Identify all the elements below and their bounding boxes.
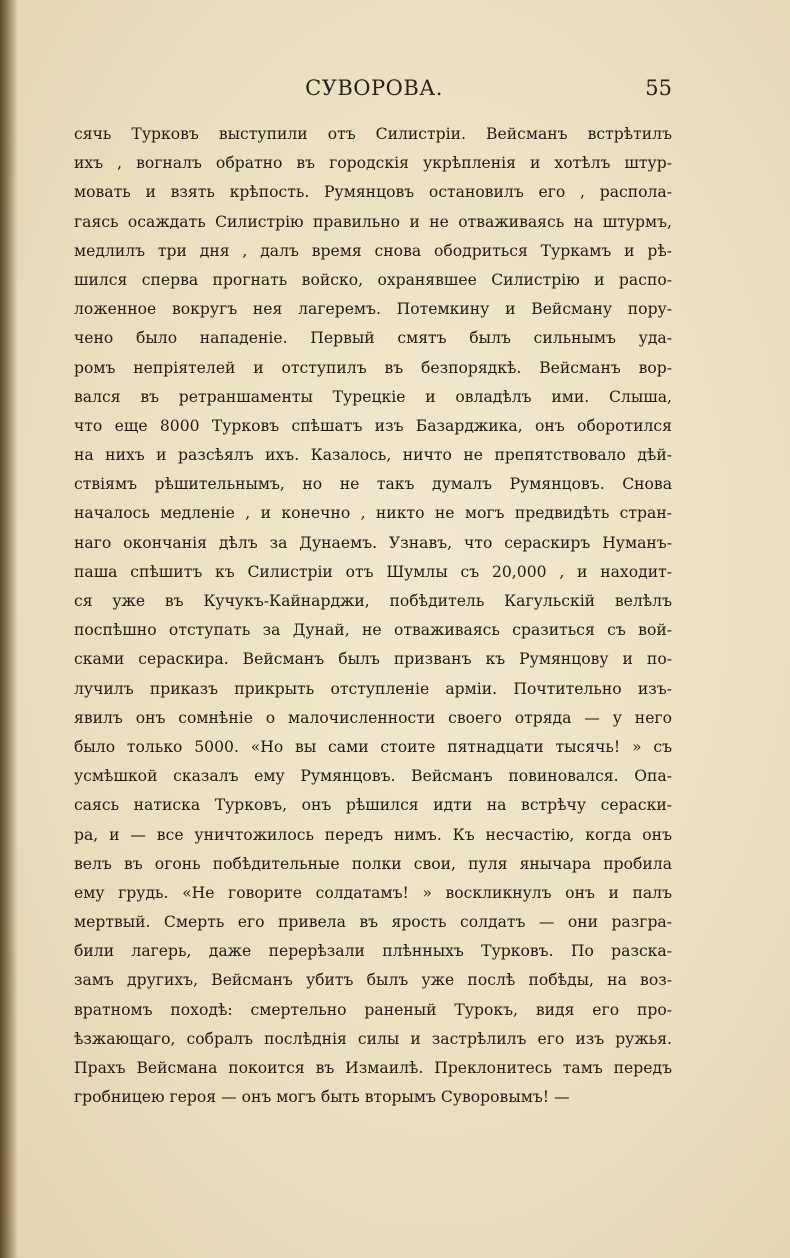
text-line: наго окончанія дѣлъ за Дунаемъ. Узнавъ, что сераскиръ Нуманъ-: [74, 533, 672, 552]
text-line: на нихъ и разсѣялъ ихъ. Казалось, ничто не препятствовало дѣй-: [74, 446, 672, 465]
running-title: СУВОРОВА.: [305, 76, 443, 100]
text-line: ему грудь. «Не говорите солдатамъ! » воскликнулъ онъ и палъ: [74, 883, 672, 902]
text-line: вратномъ походѣ: смертельно раненый Турокъ, видя его про-: [74, 1000, 672, 1019]
page-header: [76, 76, 672, 108]
text-line: сячь Турковъ выступили отъ Силистріи. Вейсманъ встрѣтилъ: [74, 125, 672, 143]
text-line: паша спѣшитъ къ Силистріи отъ Шумлы съ 20,000 , и находит-: [74, 562, 672, 581]
text-line: лучилъ приказъ прикрыть отступленіе арміи. Почтительно изъ-: [74, 679, 672, 698]
text-line: усмѣшкой сказалъ ему Румянцовъ. Вейсманъ повиновался. Опа-: [74, 767, 672, 786]
page-number: 55: [645, 76, 672, 100]
text-line: гаясь осаждать Силистрію правильно и не отваживаясь на штурмъ,: [74, 212, 672, 231]
text-line: ихъ , вогналъ обратно въ городскія укрѣпленія и хотѣлъ штур-: [74, 154, 672, 173]
text-line: вался въ ретраншаменты Турецкіе и овладѣлъ ими. Слыша,: [74, 387, 672, 406]
body-text: [74, 120, 672, 1112]
text-line: мертвый. Смерть его привела въ ярость солдатъ — они разгра-: [74, 913, 672, 932]
text-line: мовать и взять крѣпость. Румянцовъ остановилъ его , распола-: [74, 183, 672, 202]
text-line: началось медленіе , и конечно , никто не могъ предвидѣть стран-: [74, 504, 672, 523]
text-line: сками сераскира. Вейсманъ былъ призванъ къ Румянцову и по-: [74, 650, 672, 669]
text-line: медлилъ три дня , далъ время снова ободриться Туркамъ и рѣ-: [74, 241, 672, 260]
text-line: гробницею героя — онъ могъ быть вторымъ Суворовымъ! —: [74, 1088, 570, 1107]
text-line: били лагерь, даже перерѣзали плѣнныхъ Турковъ. По разска-: [74, 942, 672, 961]
text-line: было только 5000. «Но вы сами стоите пятнадцати тысячь! » съ: [74, 737, 672, 756]
text-line: явилъ онъ сомнѣніе о малочисленности своего отряда — у него: [74, 708, 672, 727]
text-line: ствіямъ рѣшительнымъ, но не такъ думалъ Румянцовъ. Снова: [74, 475, 672, 494]
text-line: что еще 8000 Турковъ спѣшатъ изъ Базарджика, онъ оборотился: [74, 416, 672, 435]
text-line: чено было нападеніе. Первый смятъ былъ сильнымъ уда-: [74, 329, 672, 348]
text-line: саясь натиска Турковъ, онъ рѣшился идти на встрѣчу сераски-: [74, 796, 672, 815]
text-line: ся уже въ Кучукъ-Кайнарджи, побѣдитель Кагульскій велѣлъ: [74, 592, 672, 610]
text-line: поспѣшно отступать за Дунай, не отваживаясь сразиться съ вой-: [74, 621, 672, 640]
text-line: ра, и — все уничтожилось передъ нимъ. Къ несчастію, когда онъ: [74, 825, 672, 844]
text-line: ромъ непріятелей и отступилъ въ безпорядкѣ. Вейсманъ вор-: [74, 358, 672, 377]
text-line: ѣзжающаго, собралъ послѣднія силы и застрѣлилъ его изъ ружья.: [74, 1029, 672, 1048]
text-line: шился сперва прогнать войско, охранявшее Силистрію и распо-: [74, 270, 672, 289]
text-line: велъ въ огонь побѣдительные полки свои, пуля янычара пробила: [74, 854, 672, 873]
text-line: ложенное вокругъ нея лагеремъ. Потемкину и Вейсману пору-: [74, 300, 672, 319]
binding-edge-shadow: [0, 0, 18, 1258]
text-line: замъ другихъ, Вейсманъ убитъ былъ уже послѣ побѣды, на воз-: [74, 971, 672, 990]
text-line: Прахъ Вейсмана покоится въ Измаилѣ. Преклонитесь тамъ передъ: [74, 1059, 672, 1077]
